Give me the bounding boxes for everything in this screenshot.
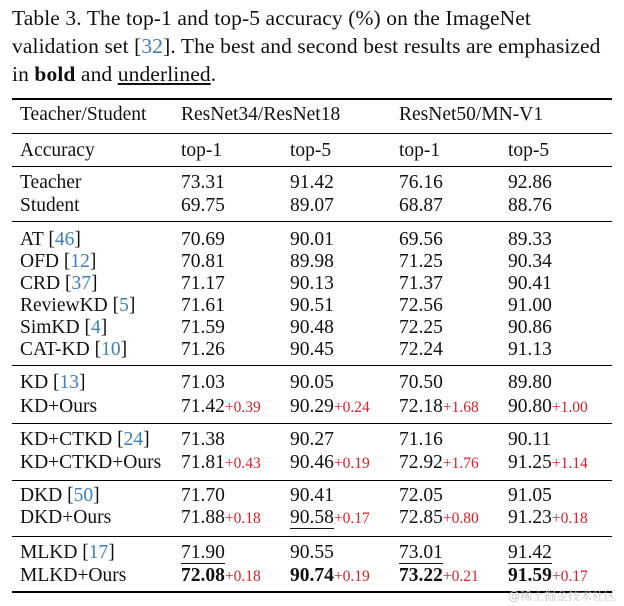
accuracy-value: 70.81 — [181, 251, 225, 272]
header-top1: top-1 — [399, 140, 441, 161]
accuracy-cell — [290, 195, 334, 217]
improvement-delta: +0.24 — [333, 399, 370, 416]
method-label: AT — [20, 229, 44, 250]
accuracy-cell — [508, 273, 552, 295]
accuracy-value: 72.08 — [181, 565, 225, 586]
citation-link[interactable]: 37 — [71, 273, 91, 294]
header-top5: top-5 — [508, 140, 550, 161]
accuracy-value: 90.13 — [290, 273, 334, 294]
method-name: ReviewKD [5] — [20, 295, 136, 316]
method-name: KD+CTKD [24] — [20, 429, 150, 450]
accuracy-value: 72.24 — [399, 339, 443, 360]
accuracy-cell — [508, 542, 552, 564]
accuracy-cell — [399, 485, 443, 507]
method-name — [20, 172, 81, 194]
accuracy-cell — [508, 452, 588, 475]
section-rule — [12, 536, 612, 537]
method-name — [20, 195, 80, 217]
accuracy-value: 90.41 — [508, 273, 552, 294]
accuracy-value: 90.27 — [290, 429, 334, 450]
accuracy-value: 89.98 — [290, 251, 334, 272]
accuracy-cell — [508, 396, 588, 419]
accuracy-value: 72.92 — [399, 452, 443, 473]
header-top5: top-5 — [290, 140, 332, 161]
citation-link[interactable]: 50 — [73, 485, 94, 506]
accuracy-cell — [181, 251, 225, 273]
section-rule — [12, 365, 612, 366]
accuracy-value: 72.18 — [399, 396, 443, 417]
accuracy-value: 71.25 — [399, 251, 443, 272]
improvement-delta: +0.19 — [333, 568, 370, 585]
method-name: MLKD [17] — [20, 542, 115, 563]
accuracy-value: 71.81 — [181, 452, 225, 473]
accuracy-cell — [399, 396, 479, 419]
accuracy-cell — [181, 339, 225, 361]
accuracy-cell — [508, 195, 552, 217]
method-label: KD+CTKD+Ours — [20, 452, 162, 473]
method-label: OFD — [20, 251, 60, 272]
accuracy-value: 71.88 — [181, 507, 225, 528]
method-name — [20, 452, 161, 474]
method-label: MLKD — [20, 542, 78, 563]
header-group-resnet50-mnv1: ResNet50/MN-V1 — [399, 104, 544, 125]
accuracy-value: 90.86 — [508, 317, 552, 338]
accuracy-cell — [399, 339, 443, 361]
method-name: KD [13] — [20, 372, 86, 393]
improvement-delta: +1.68 — [442, 399, 479, 416]
accuracy-value: 72.56 — [399, 295, 443, 316]
accuracy-cell — [290, 565, 370, 588]
accuracy-cell — [290, 229, 334, 251]
accuracy-cell — [399, 229, 443, 251]
accuracy-cell — [399, 195, 443, 217]
accuracy-value: 72.25 — [399, 317, 443, 338]
accuracy-cell — [399, 251, 443, 273]
accuracy-value: 71.37 — [399, 273, 443, 294]
accuracy-cell — [290, 485, 334, 507]
accuracy-value: 73.01 — [399, 542, 443, 563]
method-label: KD — [20, 372, 49, 393]
citation-link[interactable]: 13 — [59, 372, 80, 393]
citation-link[interactable]: 10 — [101, 339, 121, 360]
accuracy-cell — [290, 396, 370, 419]
caption-text: Table 3. The top-1 and top-5 accuracy (%) on the ImageNet validation set [ — [12, 6, 531, 58]
accuracy-cell — [508, 485, 552, 507]
accuracy-cell — [399, 452, 479, 475]
accuracy-value: 73.31 — [181, 172, 225, 193]
accuracy-cell — [181, 565, 261, 588]
accuracy-cell — [290, 295, 334, 317]
method-name: DKD [50] — [20, 485, 100, 506]
method-label: Student — [20, 195, 80, 216]
subheader-rule — [12, 166, 612, 167]
accuracy-cell — [508, 317, 552, 339]
accuracy-value: 71.03 — [181, 372, 225, 393]
improvement-delta: +1.14 — [551, 455, 588, 472]
citation-link[interactable]: 12 — [70, 251, 90, 272]
improvement-delta: +0.43 — [224, 455, 261, 472]
accuracy-cell — [290, 372, 334, 394]
citation-link[interactable]: 32 — [141, 34, 164, 58]
accuracy-cell — [399, 507, 479, 530]
accuracy-value: 91.59 — [508, 565, 552, 586]
header-rule — [12, 133, 612, 134]
accuracy-value: 90.05 — [290, 372, 334, 393]
accuracy-value: 71.26 — [181, 339, 225, 360]
accuracy-value: 68.87 — [399, 195, 443, 216]
accuracy-cell — [181, 295, 225, 317]
method-label: Teacher — [20, 172, 82, 193]
accuracy-cell — [399, 295, 443, 317]
accuracy-value: 72.85 — [399, 507, 443, 528]
improvement-delta: +0.17 — [551, 568, 588, 585]
accuracy-cell — [181, 429, 225, 451]
caption-bold-word: bold — [34, 62, 76, 86]
table-caption — [12, 4, 616, 88]
improvement-delta: +0.17 — [333, 510, 370, 527]
improvement-delta: +0.18 — [551, 510, 588, 527]
accuracy-value: 91.13 — [508, 339, 552, 360]
accuracy-value: 71.17 — [181, 273, 225, 294]
accuracy-value: 69.75 — [181, 195, 225, 216]
accuracy-cell — [508, 295, 552, 317]
accuracy-cell — [508, 372, 552, 394]
method-name — [20, 565, 126, 587]
accuracy-value: 76.16 — [399, 172, 443, 193]
accuracy-value: 90.74 — [290, 565, 334, 586]
accuracy-value: 91.23 — [508, 507, 552, 528]
accuracy-value: 72.05 — [399, 485, 443, 506]
accuracy-cell — [399, 565, 479, 588]
accuracy-cell — [290, 452, 370, 475]
accuracy-cell — [181, 195, 225, 217]
accuracy-value: 71.38 — [181, 429, 225, 450]
header-group-resnet34-18: ResNet34/ResNet18 — [181, 104, 341, 125]
accuracy-cell — [181, 396, 261, 419]
accuracy-cell — [290, 172, 334, 194]
accuracy-value: 90.29 — [290, 396, 334, 417]
accuracy-cell — [290, 429, 334, 451]
method-label: MLKD+Ours — [20, 565, 127, 586]
accuracy-cell — [181, 273, 225, 295]
citation-link[interactable]: 24 — [123, 429, 144, 450]
accuracy-value: 90.45 — [290, 339, 334, 360]
accuracy-cell — [399, 542, 443, 564]
accuracy-cell — [399, 317, 443, 339]
accuracy-value: 91.25 — [508, 452, 552, 473]
accuracy-value: 91.00 — [508, 295, 552, 316]
accuracy-value: 90.46 — [290, 452, 334, 473]
method-name — [20, 507, 111, 529]
accuracy-cell — [508, 429, 551, 451]
accuracy-cell — [181, 507, 261, 530]
method-label: KD+CTKD — [20, 429, 113, 450]
accuracy-value: 69.56 — [399, 229, 443, 250]
accuracy-value: 71.61 — [181, 295, 225, 316]
citation-link[interactable]: 46 — [54, 229, 75, 250]
top-rule — [12, 98, 612, 100]
method-label: SimKD — [20, 317, 80, 338]
accuracy-cell — [181, 317, 225, 339]
accuracy-value: 70.50 — [399, 372, 443, 393]
accuracy-value: 90.41 — [290, 485, 334, 506]
accuracy-cell — [399, 372, 443, 394]
citation-link[interactable]: 5 — [119, 295, 129, 316]
accuracy-value: 73.22 — [399, 565, 443, 586]
section-rule — [12, 221, 612, 222]
method-name: AT [46] — [20, 229, 81, 250]
method-name — [20, 396, 97, 418]
header-teacher-student: Teacher/Student — [20, 104, 147, 125]
accuracy-value: 88.76 — [508, 195, 552, 216]
accuracy-value: 89.80 — [508, 372, 552, 393]
accuracy-cell — [508, 507, 588, 530]
method-label: DKD+Ours — [20, 507, 112, 528]
method-name: SimKD [4] — [20, 317, 108, 338]
accuracy-cell — [181, 229, 225, 251]
accuracy-value: 71.42 — [181, 396, 225, 417]
accuracy-value: 92.86 — [508, 172, 552, 193]
accuracy-value: 91.42 — [290, 172, 334, 193]
section-rule — [12, 423, 612, 424]
accuracy-value: 90.80 — [508, 396, 552, 417]
caption-underlined-word: underlined — [117, 62, 211, 86]
accuracy-value: 90.01 — [290, 229, 334, 250]
accuracy-cell — [181, 542, 225, 564]
improvement-delta: +0.19 — [333, 455, 370, 472]
method-label: DKD — [20, 485, 63, 506]
citation-link[interactable]: 4 — [90, 317, 101, 338]
accuracy-value: 90.58 — [290, 507, 334, 528]
method-label: CAT-KD — [20, 339, 90, 360]
header-top1: top-1 — [181, 140, 223, 161]
accuracy-value: 90.34 — [508, 251, 552, 272]
improvement-delta: +0.21 — [442, 568, 479, 585]
caption-text: and — [75, 62, 118, 86]
method-label: KD+Ours — [20, 396, 98, 417]
method-name: OFD [12] — [20, 251, 97, 272]
accuracy-cell — [399, 172, 443, 194]
accuracy-cell — [508, 229, 552, 251]
accuracy-value: 71.59 — [181, 317, 225, 338]
accuracy-value: 90.48 — [290, 317, 334, 338]
method-label: CRD — [20, 273, 61, 294]
accuracy-cell — [399, 273, 443, 295]
watermark: @稀土掘金技术社区 — [507, 589, 616, 603]
section-rule — [12, 480, 612, 481]
accuracy-cell — [290, 251, 334, 273]
accuracy-value: 90.51 — [290, 295, 334, 316]
caption-text: . — [210, 62, 217, 86]
accuracy-cell — [290, 542, 334, 564]
accuracy-cell — [508, 565, 588, 588]
caption-text: ]. The best and second best results are emphasized in — [12, 34, 601, 86]
accuracy-cell — [181, 452, 261, 475]
accuracy-value: 91.42 — [508, 542, 552, 563]
accuracy-value: 90.11 — [508, 429, 552, 450]
accuracy-cell — [181, 372, 225, 394]
accuracy-value: 71.90 — [181, 542, 225, 563]
accuracy-value: 91.05 — [508, 485, 552, 506]
accuracy-value: 71.70 — [181, 485, 225, 506]
accuracy-cell — [399, 429, 443, 451]
method-label: ReviewKD — [20, 295, 108, 316]
citation-link[interactable]: 17 — [88, 542, 109, 563]
improvement-delta: +1.00 — [551, 399, 588, 416]
accuracy-value: 70.69 — [181, 229, 225, 250]
accuracy-cell — [181, 172, 225, 194]
method-name: CAT-KD [10] — [20, 339, 128, 360]
method-name: CRD [37] — [20, 273, 98, 294]
improvement-delta: +0.80 — [442, 510, 479, 527]
accuracy-value: 89.33 — [508, 229, 552, 250]
accuracy-cell — [508, 339, 552, 361]
improvement-delta: +1.76 — [442, 455, 479, 472]
accuracy-value: 71.16 — [399, 429, 443, 450]
accuracy-cell — [290, 507, 370, 530]
accuracy-cell — [290, 317, 334, 339]
improvement-delta: +0.18 — [224, 510, 261, 527]
accuracy-value: 89.07 — [290, 195, 334, 216]
header-accuracy: Accuracy — [20, 140, 95, 161]
accuracy-cell — [181, 485, 225, 507]
accuracy-value: 90.55 — [290, 542, 334, 563]
accuracy-cell — [290, 273, 334, 295]
accuracy-cell — [508, 172, 552, 194]
accuracy-cell — [290, 339, 334, 361]
improvement-delta: +0.18 — [224, 568, 261, 585]
improvement-delta: +0.39 — [224, 399, 261, 416]
accuracy-cell — [508, 251, 552, 273]
